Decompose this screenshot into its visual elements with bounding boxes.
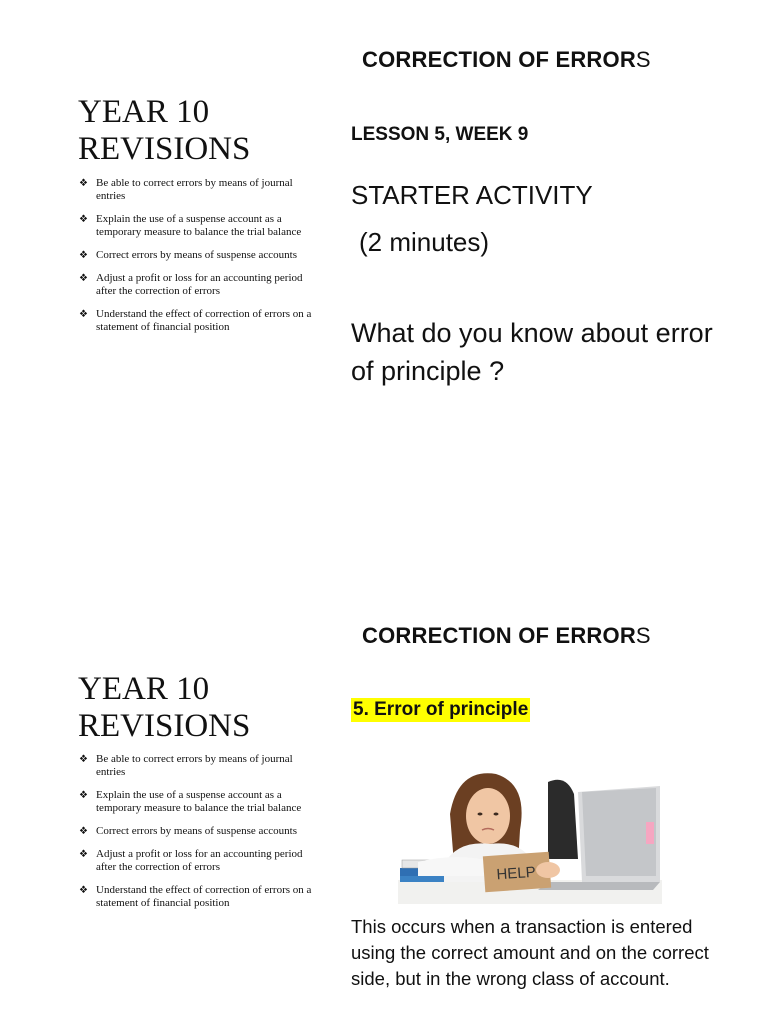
topic-heading: 5. Error of principle	[353, 699, 529, 720]
lesson-label: LESSON 5, WEEK 9	[351, 124, 529, 145]
diamond-bullet-icon: ❖	[79, 826, 88, 837]
objective-item: ❖ Be able to correct errors by means of journal entries	[79, 753, 293, 778]
learning-objectives	[78, 753, 318, 920]
objective-item: ❖ Understand the effect of correction of errors on a statement of financial position	[79, 884, 312, 909]
course-title: YEAR 10 REVISIONS	[78, 94, 251, 167]
objective-item: ❖ Explain the use of a suspense account as a temporary measure to balance the trial balance	[79, 789, 302, 814]
starter-activity: STARTER ACTIVITY (2 minutes)	[351, 180, 593, 257]
help-sign-text: HELP	[495, 863, 537, 884]
diamond-bullet-icon: ❖	[79, 214, 88, 225]
diamond-bullet-icon: ❖	[79, 273, 88, 284]
error-description: This occurs when a transaction is entered using the correct amount and on the correct side, but in the wrong class of account.	[351, 916, 709, 989]
objective-item: ❖ Correct errors by means of suspense accounts	[79, 249, 297, 261]
learning-objectives	[78, 177, 318, 344]
diamond-bullet-icon: ❖	[79, 885, 88, 896]
slide-error-of-principle	[0, 576, 768, 1024]
diamond-bullet-icon: ❖	[79, 849, 88, 860]
objective-item: ❖ Explain the use of a suspense account as a temporary measure to balance the trial balance	[79, 213, 302, 238]
diamond-bullet-icon: ❖	[79, 790, 88, 801]
objective-item: ❖ Correct errors by means of suspense accounts	[79, 825, 297, 837]
diamond-bullet-icon: ❖	[79, 178, 88, 189]
objective-item: ❖ Understand the effect of correction of errors on a statement of financial position	[79, 308, 312, 333]
objective-item: ❖ Be able to correct errors by means of journal entries	[79, 177, 293, 202]
stressed-woman-illustration	[398, 764, 662, 904]
course-title: YEAR 10 REVISIONS	[78, 671, 251, 744]
slide-heading: CORRECTION OF ERRORS	[362, 47, 651, 72]
diamond-bullet-icon: ❖	[79, 309, 88, 320]
diamond-bullet-icon: ❖	[79, 754, 88, 765]
objective-item: ❖ Adjust a profit or loss for an accounting period after the correction of errors	[79, 272, 303, 297]
starter-question: What do you know about error of principle ?	[351, 318, 713, 386]
diamond-bullet-icon: ❖	[79, 250, 88, 261]
slide-heading: CORRECTION OF ERRORS	[362, 623, 651, 648]
objective-item: ❖ Adjust a profit or loss for an accounting period after the correction of errors	[79, 848, 303, 873]
